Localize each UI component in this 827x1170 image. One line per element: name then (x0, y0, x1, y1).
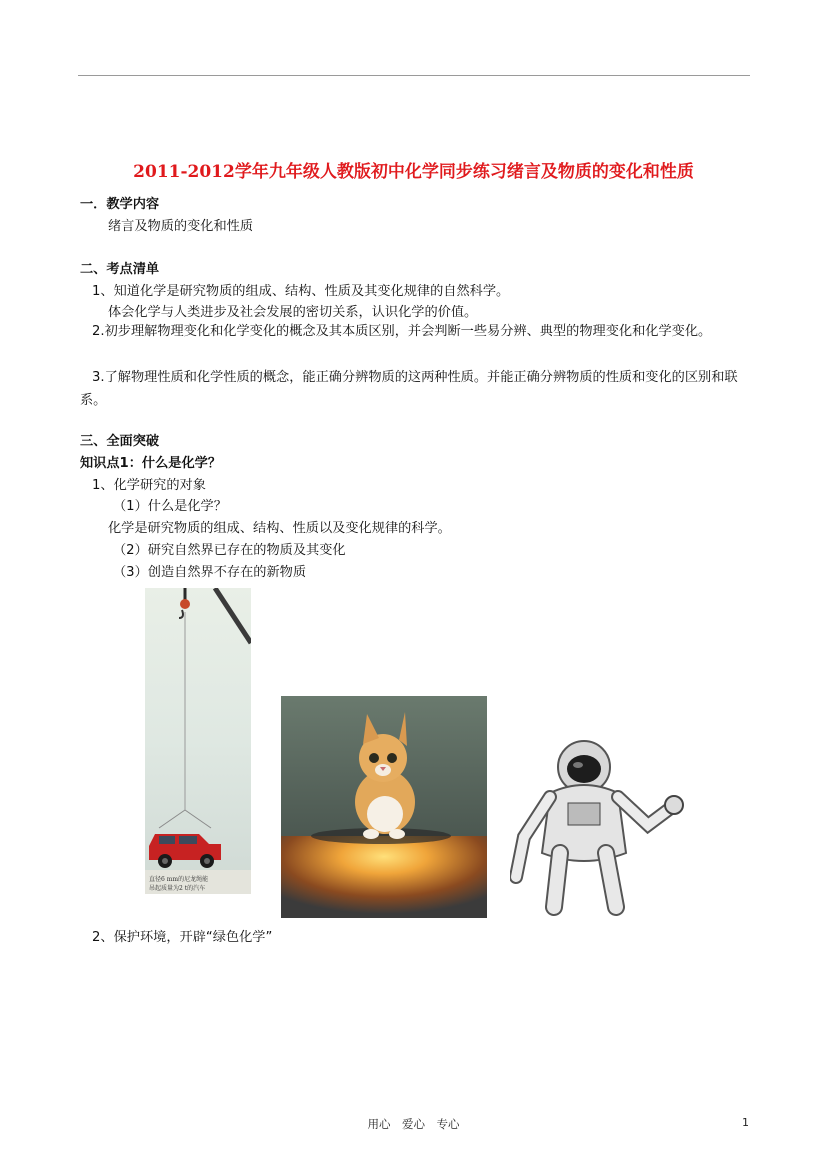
objective-1-detail: 体会化学与人类进步及社会发展的密切关系，认识化学的价值。 (108, 305, 478, 320)
document-title: 2011-2012学年九年级人教版初中化学同步练习绪言及物质的变化和性质 (133, 162, 694, 182)
section-2-heading: 二、考点清单 (80, 262, 160, 277)
image-caption-line-2: 吊起质量为2 t的汽车 (149, 885, 206, 892)
point-2: （2）研究自然界已存在的物质及其变化 (113, 543, 346, 558)
nylon-rope-car-image (145, 588, 251, 894)
point-3: （3）创造自然界不存在的新物质 (113, 565, 307, 580)
knowledge-point-1: 知识点1：什么是化学？ (80, 456, 222, 471)
kitten-on-plate-image (281, 696, 487, 918)
objective-3: 3.了解物理性质和化学性质的概念，能正确分辨物质的这两种性质。并能正确分辨物质的性质和变化的区别和联系。 (80, 370, 738, 408)
page-footer: 用心 爱心 专心 (367, 1117, 460, 1131)
astronaut-image (510, 733, 688, 921)
section-1-heading: 一．教学内容 (80, 197, 160, 212)
image-caption-line-1: 直径6 mm的尼龙绳能 (149, 876, 209, 883)
section-1-body: 绪言及物质的变化和性质 (108, 219, 254, 234)
section-3-heading: 三、全面突破 (80, 434, 160, 449)
item-1: 1、化学研究的对象 (92, 478, 206, 493)
objective-2: 2.初步理解物理变化和化学变化的概念及其本质区别，并会判断一些易分辨、典型的物理变化和化学变化。 (92, 324, 712, 339)
objective-1: 1、知道化学是研究物质的组成、结构、性质及其变化规律的自然科学。 (92, 284, 510, 299)
page-number: 1 (742, 1116, 749, 1129)
question-1: （1）什么是化学？ (113, 499, 227, 514)
answer-1: 化学是研究物质的组成、结构、性质以及变化规律的科学。 (108, 521, 451, 536)
header-rule (78, 75, 750, 76)
item-2: 2、保护环境，开辟“绿色化学” (92, 930, 273, 945)
